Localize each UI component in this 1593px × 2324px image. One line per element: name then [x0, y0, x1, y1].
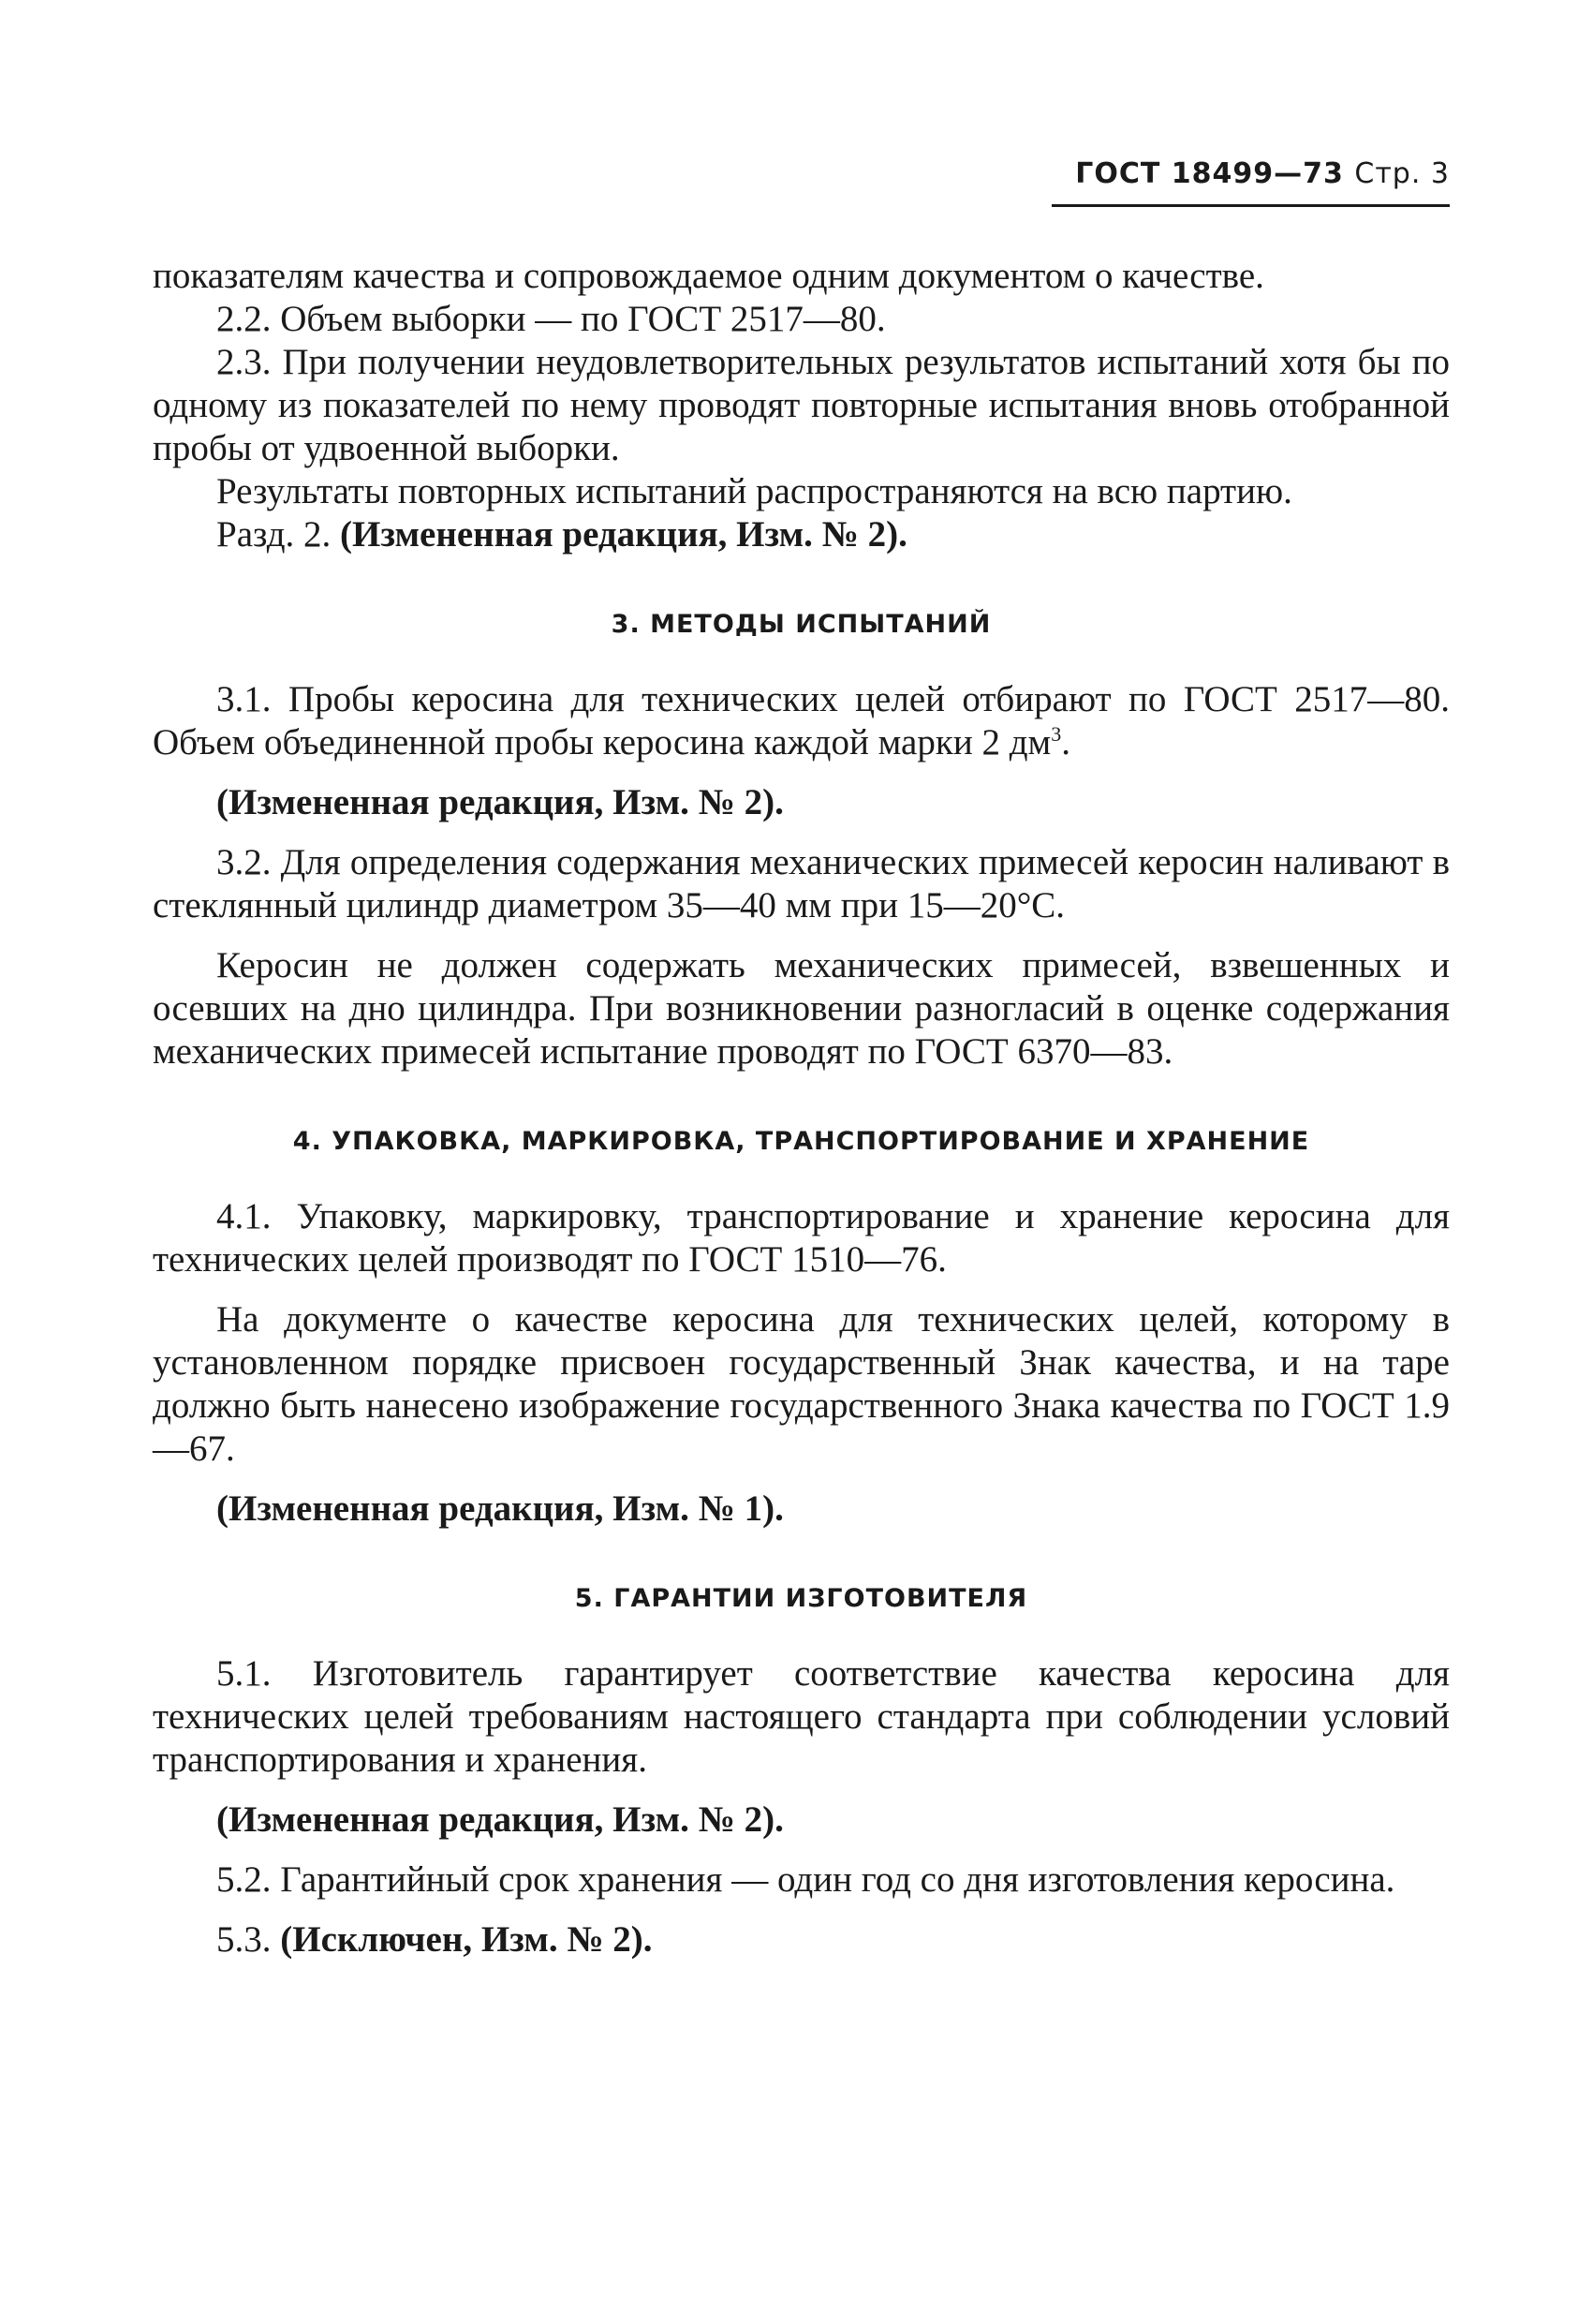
- section-heading-5: 5. ГАРАНТИИ ИЗГОТОВИТЕЛЯ: [574, 1584, 1028, 1613]
- page-header: [1075, 157, 1450, 190]
- doc-code: ГОСТ 18499—73: [1075, 157, 1344, 190]
- superscript: 3: [1051, 722, 1062, 746]
- amendment-note: (Исключен, Изм. № 2).: [280, 1919, 653, 1960]
- paragraph-2-3: 2.3. При получении неудовлетворительных результатов испытаний хотя бы по одному из показателей по нему проводят повторные испытания вновь отобранной пробы от удвоенной выборки.: [153, 342, 1450, 468]
- amendment-note: (Измененная редакция, Изм. № 1).: [216, 1488, 784, 1529]
- document-body: [153, 255, 1450, 1961]
- paragraph-3-2: 3.2. Для определения содержания механических примесей керосин наливают в стеклянный цилиндр диаметром 35—40 мм при 15—20°С.: [153, 842, 1450, 925]
- paragraph-3-1: [153, 678, 1450, 764]
- paragraph-5-3: [153, 1918, 1450, 1961]
- paragraph-2-3-results: Результаты повторных испытаний распространяются на всю партию.: [216, 471, 1292, 511]
- page-number: Стр. 3: [1354, 157, 1450, 190]
- amendment-note: (Измененная редакция, Изм. № 2).: [216, 1799, 784, 1840]
- paragraph-4-1-continued: На документе о качестве керосина для технических целей, которому в установленном порядке присвоен государственный Знак качества, и на таре должно быть нанесено изображение государственного Знака качества по ГОСТ 1.9—67.: [153, 1299, 1450, 1469]
- section-heading-4: 4. УПАКОВКА, МАРКИРОВКА, ТРАНСПОРТИРОВАНИЕ И ХРАНЕНИЕ: [292, 1127, 1310, 1156]
- amendment-note: (Измененная редакция, Изм. № 2).: [216, 782, 784, 822]
- paragraph-3-1-text: 3.1. Пробы керосина для технических целей отбирают по ГОСТ 2517—80. Объем объединенной пробы керосина каждой марки 2 дм: [153, 679, 1450, 762]
- section-2-prefix: Разд. 2.: [216, 514, 341, 555]
- paragraph-2-2: 2.2. Объем выборки — по ГОСТ 2517—80.: [216, 299, 886, 339]
- paragraph-3-1-end: .: [1061, 722, 1070, 762]
- paragraph-5-3-prefix: 5.3.: [216, 1919, 281, 1960]
- paragraph-5-1: 5.1. Изготовитель гарантирует соответствие качества керосина для технических целей требованиям настоящего стандарта при соблюдении условий транспортирования и хранения.: [153, 1653, 1450, 1780]
- paragraph-continuation: показателям качества и сопровождаемое одним документом о качестве.: [153, 256, 1264, 296]
- section-heading-3: 3. МЕТОДЫ ИСПЫТАНИЙ: [611, 610, 992, 639]
- paragraph-3-2-continued: Керосин не должен содержать механических примесей, взвешенных и осевших на дно цилиндра. При возникновении разногласий в оценке содержания механических примесей испытание проводят по ГОСТ 6370—83.: [153, 945, 1450, 1072]
- paragraph-section-2-note: [153, 513, 1450, 556]
- header-rule: [1052, 204, 1450, 207]
- amendment-note: (Измененная редакция, Изм. № 2).: [340, 514, 907, 555]
- paragraph-4-1: 4.1. Упаковку, маркировку, транспортирование и хранение керосина для технических целей производят по ГОСТ 1510—76.: [153, 1196, 1450, 1280]
- paragraph-5-2: 5.2. Гарантийный срок хранения — один год со дня изготовления керосина.: [216, 1859, 1395, 1900]
